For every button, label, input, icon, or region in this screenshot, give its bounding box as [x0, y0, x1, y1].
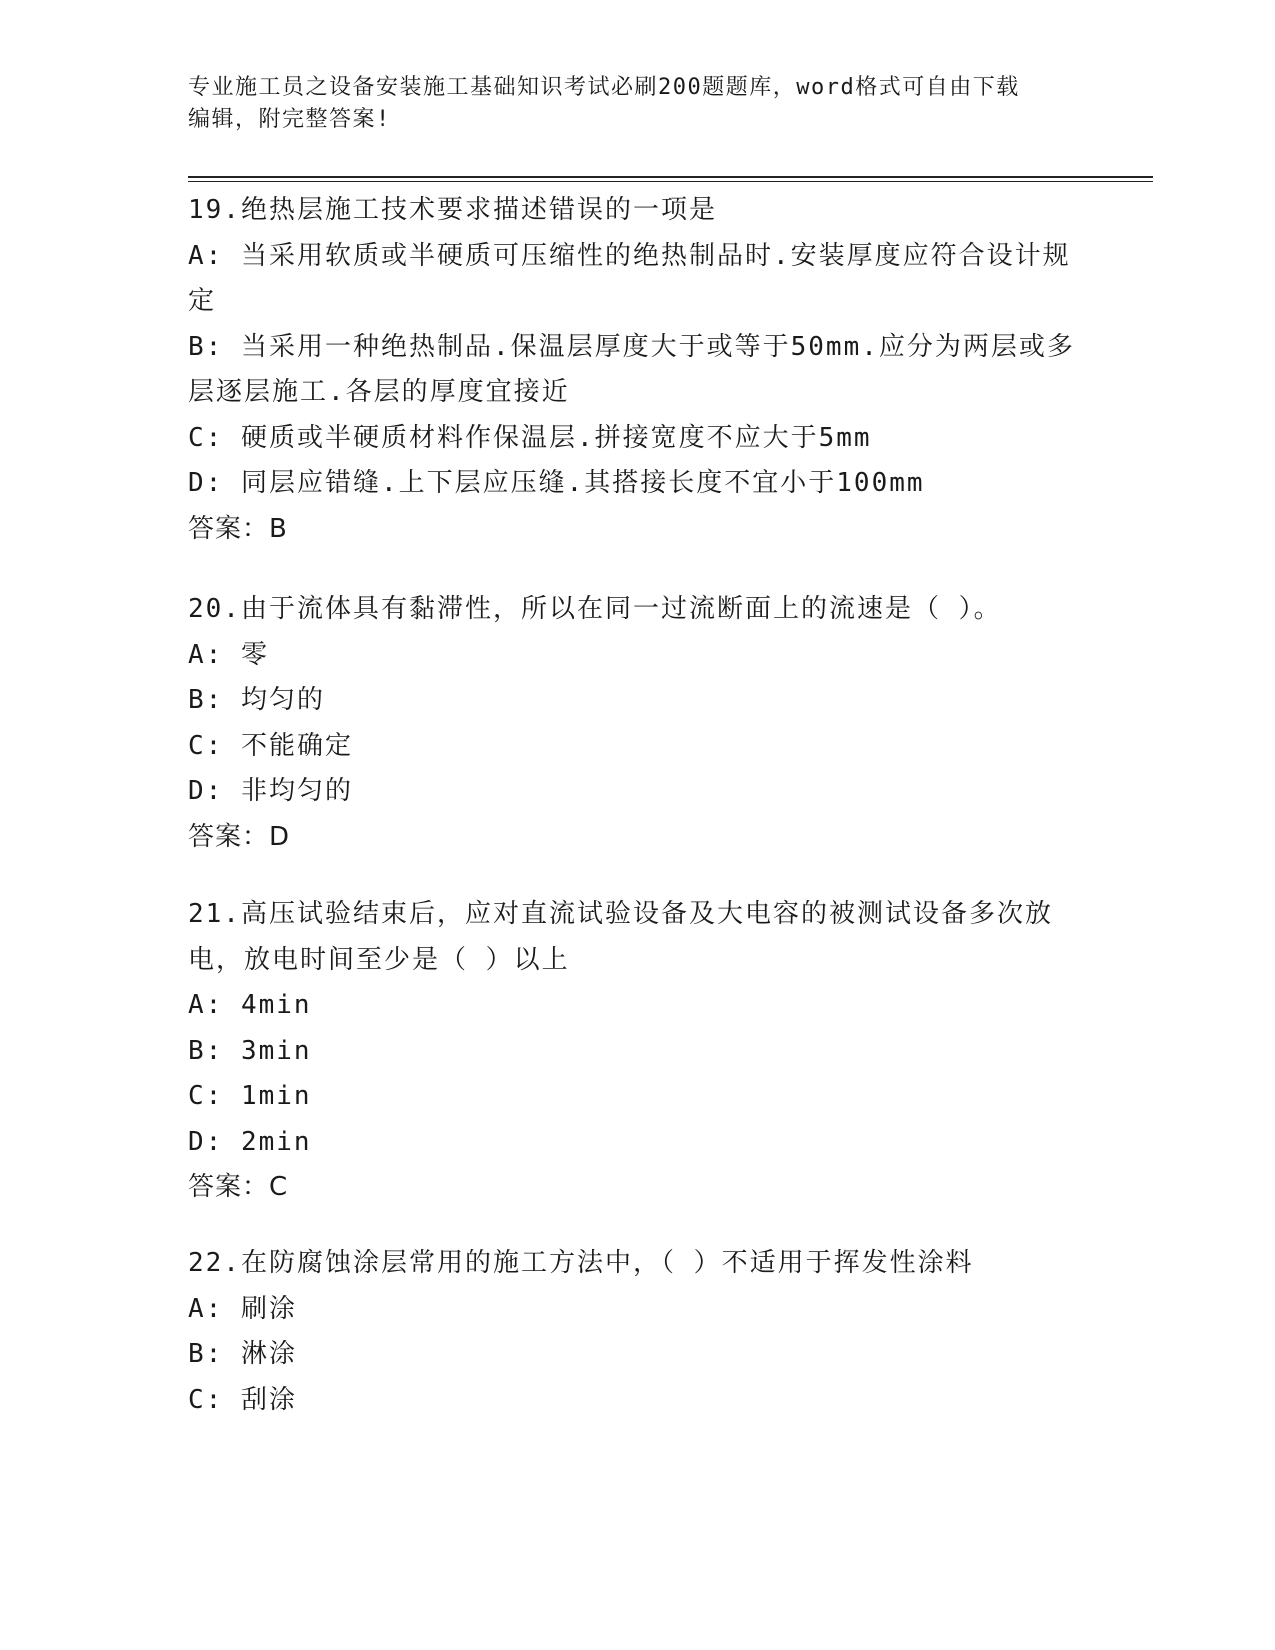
option-a: A: 当采用软质或半硬质可压缩性的绝热制品时.安装厚度应符合设计规定	[188, 240, 1071, 316]
option-a: A: 4min	[188, 990, 312, 1020]
question-19	[188, 188, 1088, 552]
option-b: B: 均匀的	[188, 685, 325, 715]
option-b: B: 当采用一种绝热制品.保温层厚度大于或等于50mm.应分为两层或多层逐层施工.各层的厚度宜接近	[188, 331, 1075, 407]
option-c: C: 硬质或半硬质材料作保温层.拼接宽度不应大于5mm	[188, 422, 872, 453]
question-21	[188, 892, 1088, 1211]
header-divider-thick	[188, 176, 1153, 178]
option-b: B: 淋涂	[188, 1339, 297, 1369]
option-c: C: 刮涂	[188, 1384, 297, 1415]
document-header	[188, 72, 1068, 136]
header-line-2: 编辑，附完整答案!	[188, 107, 391, 132]
answer: 答案：D	[188, 821, 291, 852]
option-c: C: 不能确定	[188, 730, 353, 761]
option-d: D: 非均匀的	[188, 776, 353, 806]
question-title: 22.在防腐蚀涂层常用的施工方法中，（ ）不适用于挥发性涂料	[188, 1248, 974, 1278]
header-divider-thin	[188, 181, 1153, 182]
option-a: A: 刷涂	[188, 1293, 297, 1324]
question-20	[188, 587, 1088, 860]
option-c: C: 1min	[188, 1081, 312, 1111]
option-d: D: 2min	[188, 1126, 312, 1157]
option-a: A: 零	[188, 639, 269, 670]
option-d: D: 同层应错缝.上下层应压缝.其搭接长度不宜小于100mm	[188, 468, 925, 498]
answer: 答案：C	[188, 1172, 289, 1202]
answer: 答案：B	[188, 513, 288, 544]
question-22	[188, 1241, 1088, 1423]
question-title: 21.高压试验结束后，应对直流试验设备及大电容的被测试设备多次放电，放电时间至少是（ ）以上	[188, 899, 1053, 975]
header-line-1: 专业施工员之设备安装施工基础知识考试必刷200题题库，word格式可自由下载	[188, 75, 1020, 100]
option-b: B: 3min	[188, 1035, 312, 1066]
question-title: 20.由于流体具有黏滞性，所以在同一过流断面上的流速是（ ）。	[188, 594, 1002, 624]
question-title: 19.绝热层施工技术要求描述错误的一项是	[188, 195, 717, 225]
